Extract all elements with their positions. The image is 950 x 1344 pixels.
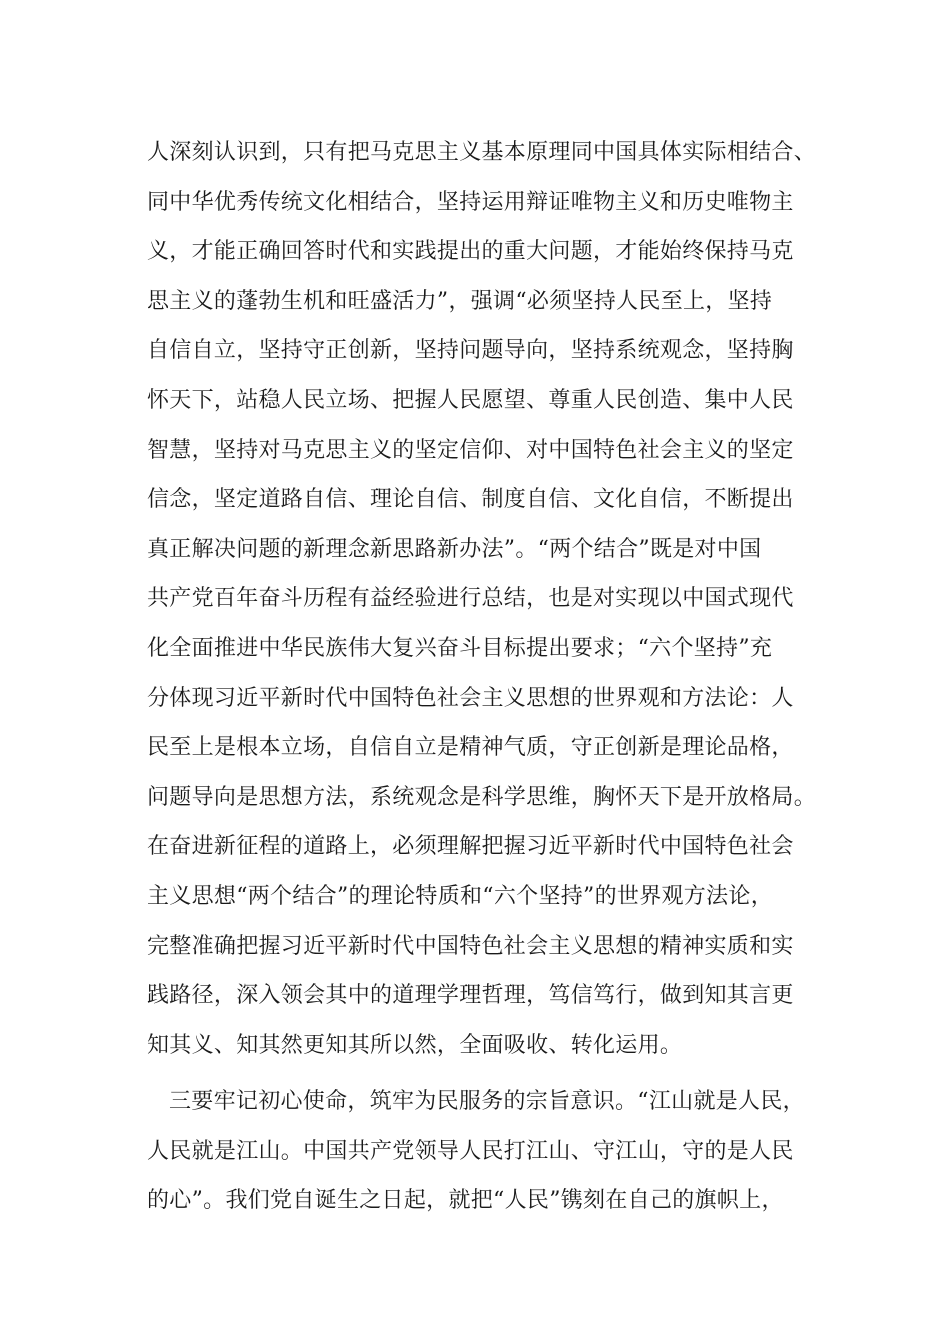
text-line: 分体现习近平新时代中国特色社会主义思想的世界观和方法论：人 <box>147 685 794 711</box>
body-text <box>147 128 827 1226</box>
text-line: 信念，坚定道路自信、理论自信、制度自信、文化自信，不断提出 <box>147 487 794 513</box>
text-line: 人民就是江山。中国共产党领导人民打江山、守江山，守的是人民 <box>147 1138 794 1164</box>
text-line: 人深刻认识到，只有把马克思主义基本原理同中国具体实际相结合、 <box>147 140 817 165</box>
text-line: 民至上是根本立场，自信自立是精神气质，守正创新是理论品格， <box>147 735 794 761</box>
text-line: 化全面推进中华民族伟大复兴奋斗目标提出要求；“六个坚持”充 <box>147 635 773 661</box>
text-line: 践路径，深入领会其中的道理学理哲理，笃信笃行，做到知其言更 <box>147 983 794 1009</box>
text-line: 问题导向是思想方法，系统观念是科学思维，胸怀天下是开放格局。 <box>147 784 817 810</box>
text-line: 的心”。我们党自诞生之日起，就把“人民”镌刻在自己的旗帜上， <box>147 1188 784 1214</box>
text-line: 自信自立，坚持守正创新，坚持问题导向，坚持系统观念，坚持胸 <box>147 338 794 364</box>
text-line: 智慧，坚持对马克思主义的坚定信仰、对中国特色社会主义的坚定 <box>147 437 794 463</box>
text-line: 怀天下，站稳人民立场、把握人民愿望、尊重人民创造、集中人民 <box>147 387 794 413</box>
paragraph-2 <box>147 1077 827 1226</box>
text-line: 知其义、知其然更知其所以然，全面吸收、转化运用。 <box>147 1032 683 1058</box>
text-line: 义，才能正确回答时代和实践提出的重大问题，才能始终保持马克 <box>147 239 794 265</box>
text-line: 在奋进新征程的道路上，必须理解把握习近平新时代中国特色社会 <box>147 834 794 860</box>
text-line: 思主义的蓬勃生机和旺盛活力”，强调“必须坚持人民至上，坚持 <box>147 288 773 314</box>
text-line: 共产党百年奋斗历程有益经验进行总结，也是对实现以中国式现代 <box>147 586 794 612</box>
text-line: 真正解决问题的新理念新思路新办法”。“两个结合”既是对中国 <box>147 536 762 562</box>
text-line: 三要牢记初心使命，筑牢为民服务的宗旨意识。“江山就是人民， <box>169 1089 805 1115</box>
text-line: 完整准确把握习近平新时代中国特色社会主义思想的精神实质和实 <box>147 933 794 959</box>
text-line: 同中华优秀传统文化相结合，坚持运用辩证唯物主义和历史唯物主 <box>147 189 794 215</box>
paragraph-1 <box>147 128 827 1070</box>
text-line: 主义思想“两个结合”的理论特质和“六个坚持”的世界观方法论， <box>147 883 773 909</box>
